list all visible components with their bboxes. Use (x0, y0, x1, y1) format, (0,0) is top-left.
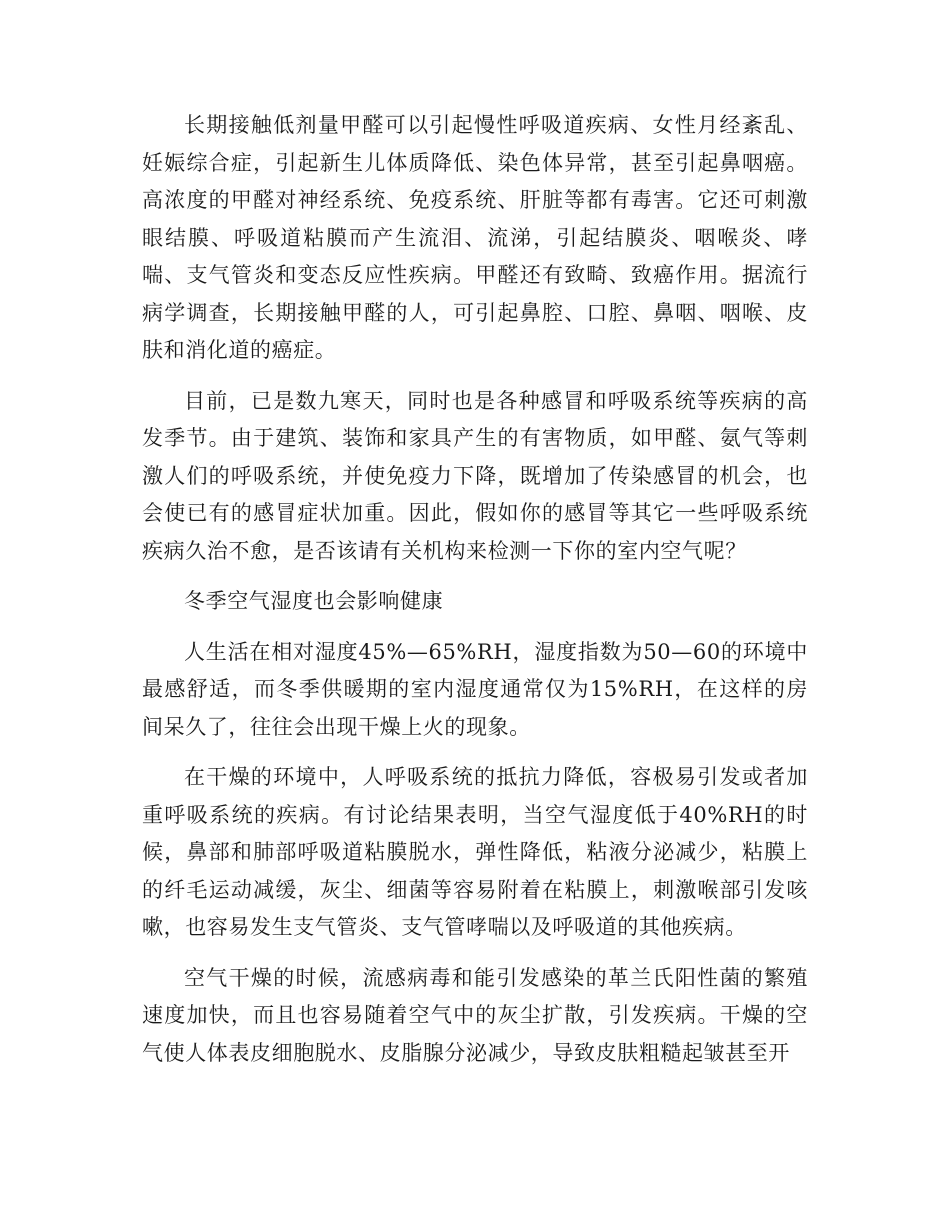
paragraph-formaldehyde-health: 长期接触低剂量甲醛可以引起慢性呼吸道疾病、女性月经紊乱、妊娠综合症，引起新生儿体质降低、染色体异常，甚至引起鼻咽癌。高浓度的甲醛对神经系统、免疫系统、肝脏等都有毒害。它还可刺激眼结膜、呼吸道粘膜而产生流泪、流涕，引起结膜炎、咽喉炎、哮喘、支气管炎和变态反应性疾病。甲醛还有致畸、致癌作用。据流行病学调查，长期接触甲醛的人，可引起鼻腔、口腔、鼻咽、咽喉、皮肤和消化道的癌症。 (142, 113, 808, 362)
document-body (142, 107, 808, 1085)
paragraph-dry-environment: 在干燥的环境中，人呼吸系统的抵抗力降低，容极易引发或者加重呼吸系统的疾病。有讨论结果表明，当空气湿度低于40%RH的时候，鼻部和肺部呼吸道粘膜脱水，弹性降低，粘液分泌减少，粘膜上的纤毛运动减缓，灰尘、细菌等容易附着在粘膜上，刺激喉部引发咳嗽，也容易发生支气管炎、支气管哮喘以及呼吸道的其他疾病。 (142, 765, 808, 939)
paragraph-comfort-humidity: 人生活在相对湿度45%—65%RH，湿度指数为50—60的环境中最感舒适，而冬季供暖期的室内湿度通常仅为15%RH，在这样的房间呆久了，往往会出现干燥上火的现象。 (142, 639, 808, 739)
paragraph-winter-illness: 目前，已是数九寒天，同时也是各种感冒和呼吸系统等疾病的高发季节。由于建筑、装饰和家具产生的有害物质，如甲醛、氨气等刺激人们的呼吸系统，并使免疫力下降，既增加了传染感冒的机会，也会使已有的感冒症状加重。因此，假如你的感冒等其它一些呼吸系统疾病久治不愈，是否该请有关机构来检测一下你的室内空气呢？ (142, 388, 808, 563)
paragraph-dry-air-effects: 空气干燥的时候，流感病毒和能引发感染的革兰氏阳性菌的繁殖速度加快，而且也容易随着空气中的灰尘扩散，引发疾病。干燥的空气使人体表皮细胞脱水、皮脂腺分泌减少，导致皮肤粗糙起皱甚至开 (142, 965, 808, 1065)
section-heading-humidity: 冬季空气湿度也会影响健康 (184, 589, 444, 613)
